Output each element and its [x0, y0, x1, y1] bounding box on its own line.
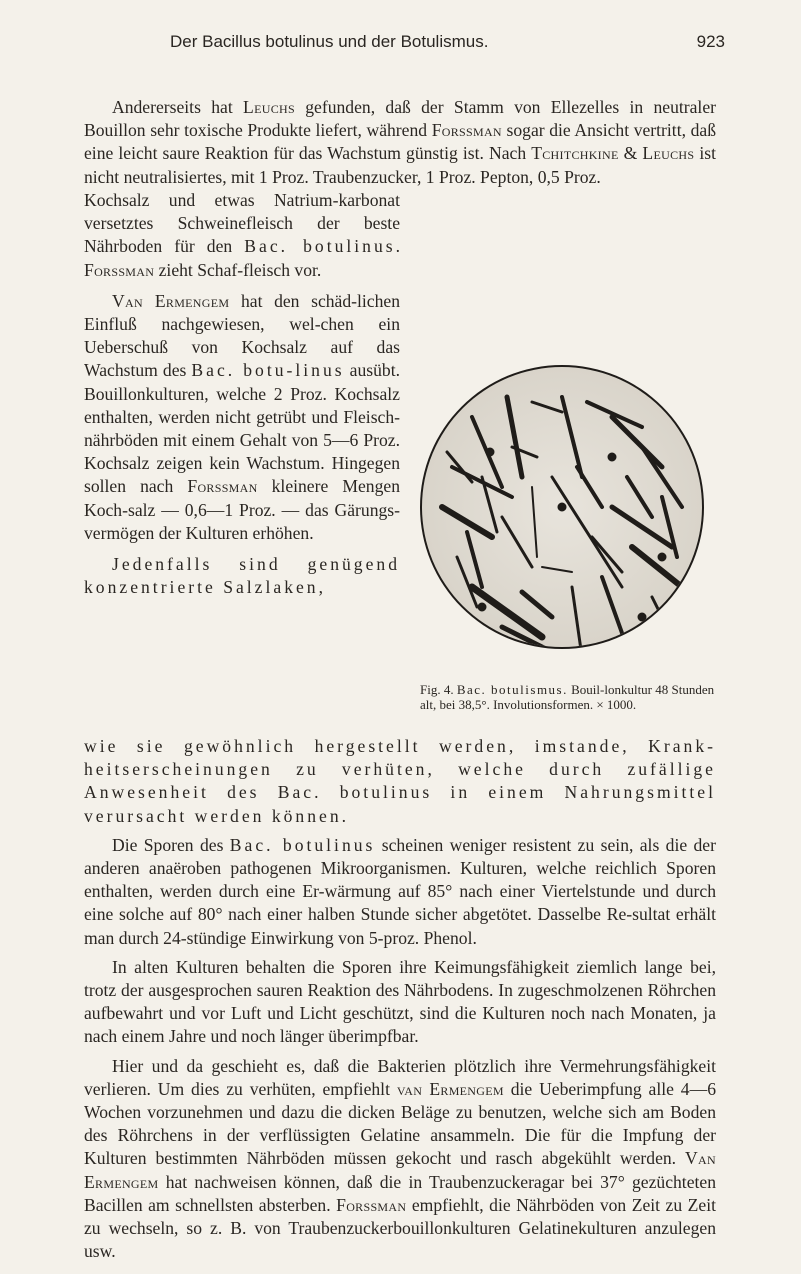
figure-organism: Bac. botulismus. [456, 682, 568, 697]
figure-magnification: × 1000. [596, 697, 637, 712]
narrow-column [84, 189, 400, 599]
text-run: . [395, 236, 400, 257]
text-run: In alten Kulturen behalten die Sporen ihre Keimungsfähigkeit ziemlich lange bei, trotz der ausgesprochen sauren Reaktion des Nährbodens. In zugeschmolzenen Röhrchen aufbewahrt und vor Luft und Licht geschützt, sind die Kulturen noch nach Monaten, ja nach einem Jahre und noch länger überimpfbar. [84, 956, 716, 1047]
text-run: Hier und da geschieht es, daß die Bakterien plötzlich ihre Vermehrungsfähigkeit verlieren. Um dies zu verhüten, empfiehlt [84, 1055, 716, 1099]
spore-dot [558, 503, 566, 511]
text-run: sogar die Ansicht vertritt, daß eine leicht saure Reaktion für das Wachstum günstig ist. Nach [84, 120, 716, 164]
author-name: Forssman [336, 1194, 407, 1215]
text-run: zieht Schaf-fleisch vor. [154, 259, 322, 280]
author-name: Forssman [431, 120, 502, 141]
text-run: die Ueberimpfung alle 4—6 Wochen vorzunehmen und dazu die dicken Beläge zu benutzen, welche sich am Boden des Röhrchens in der verflüssigten Gelatine ansammeln. Die für die Impfung der Kulturen bestimmten Nährböden müssen gekocht und rasch abgekühlt werden. [84, 1078, 716, 1169]
text-run: Die Sporen des [112, 834, 230, 855]
spaced-text: Bac. botulinus [229, 834, 376, 855]
spaced-text: Jedenfalls sind genügend konzentrierte Salzlaken, [84, 554, 400, 598]
figure-caption [412, 680, 716, 712]
author-name: Forssman [187, 476, 258, 497]
text-run: & [618, 143, 643, 164]
spaced-text: Bac. botulinus [244, 236, 396, 257]
spore-dot [608, 453, 616, 461]
text-run: empfiehlt, die Nährböden von Zeit zu Zeit zu wechseln, so z. B. von Traubenzuckerbouillonkulturen Gelatinekulturen anzulegen usw. [84, 1194, 716, 1262]
author-name: Van Ermengem [84, 1148, 716, 1192]
author-name: van Ermengem [396, 1078, 504, 1099]
paragraph [84, 1055, 716, 1264]
paragraph [84, 834, 716, 950]
spore-dot [658, 553, 666, 561]
spaced-text: wie sie gewöhnlich hergestellt werden, imstande, Krank-heitserscheinungen zu verhüten, welche durch zufällige Anwesenheit des Bac. botulinus in einem Nahrungsmittel verursacht werden können. [84, 736, 716, 826]
text-run: Kochsalz und etwas Natrium-karbonat versetztes Schweinefleisch der beste Nährboden für den [84, 190, 400, 257]
page-number: 923 [696, 32, 725, 51]
text-run: hat den schäd-lichen Einfluß nachgewiesen, wel-chen ein Ueberschuß von Kochsalz auf das Wachstum des [84, 290, 400, 381]
text-run: ist nicht neutralisiertes, mit 1 Proz. Traubenzucker, 1 Proz. Pepton, 0,5 Proz. [84, 143, 717, 187]
paragraph [84, 553, 400, 599]
paragraph [84, 956, 716, 1049]
author-name: Van Ermengem [112, 290, 230, 311]
running-title: Der Bacillus botulinus und der Botulismus. [170, 32, 489, 51]
figure-4 [412, 337, 712, 677]
text-run: kleinere Mengen Koch-salz — 0,6—1 Proz. — das Gärungs-vermögen der Kulturen erhöhen. [84, 476, 400, 543]
text-run: gefunden, daß der Stamm von Ellezelles in neutraler Bouillon sehr toxische Produkte liefert, während [84, 97, 716, 141]
spore-dot [638, 613, 646, 621]
paragraph [84, 189, 400, 282]
text-run: hat nachweisen können, daß die in Traubenzuckeragar bei 37° gezüchteten Bacillen am schnellsten absterben. [84, 1171, 716, 1215]
text-run: Andererseits hat [112, 97, 244, 117]
figure-label: Fig. 4. [420, 682, 454, 697]
author-name: Tchitchkine [531, 143, 619, 164]
lower-column [84, 735, 716, 1263]
paragraph [84, 96, 716, 189]
micrograph-image [412, 337, 712, 677]
author-name: Forssman [84, 259, 155, 280]
figure-caption-text: Bouil-lonkultur 48 Stunden alt, bei 38,5°. Involutionsformen. [420, 682, 715, 712]
paragraph [84, 290, 400, 545]
paragraph-1-container [84, 96, 716, 189]
text-run: scheinen weniger resistent zu sein, als die der anderen anaëroben pathogenen Mikroorganismen. Kulturen, welche reichlich Sporen enthalten, werden durch eine Er-wärmung auf 85° nach einer Viertelstunde und durch eine solche auf 80° nach einer halben Stunde sicher abgetötet. Dasselbe Re-sultat erhält man durch 24-stündige Einwirkung von 5-proz. Phenol. [84, 834, 716, 948]
author-name: Leuchs [642, 143, 695, 164]
spore-dot [486, 448, 494, 456]
author-name: Leuchs [243, 97, 295, 117]
text-run: ausübt. Bouillonkulturen, welche 2 Proz. Kochsalz enthalten, werden nicht getrübt und Fleisch-nährböden mit einem Gehalt von 5—6 Proz. Kochsalz zeigen kein Wachstum. Hingegen sollen nach [84, 360, 401, 497]
running-head [0, 32, 801, 56]
spaced-text: Bac. botu-linus [191, 360, 345, 381]
spore-dot [478, 603, 486, 611]
paragraph [84, 735, 716, 828]
